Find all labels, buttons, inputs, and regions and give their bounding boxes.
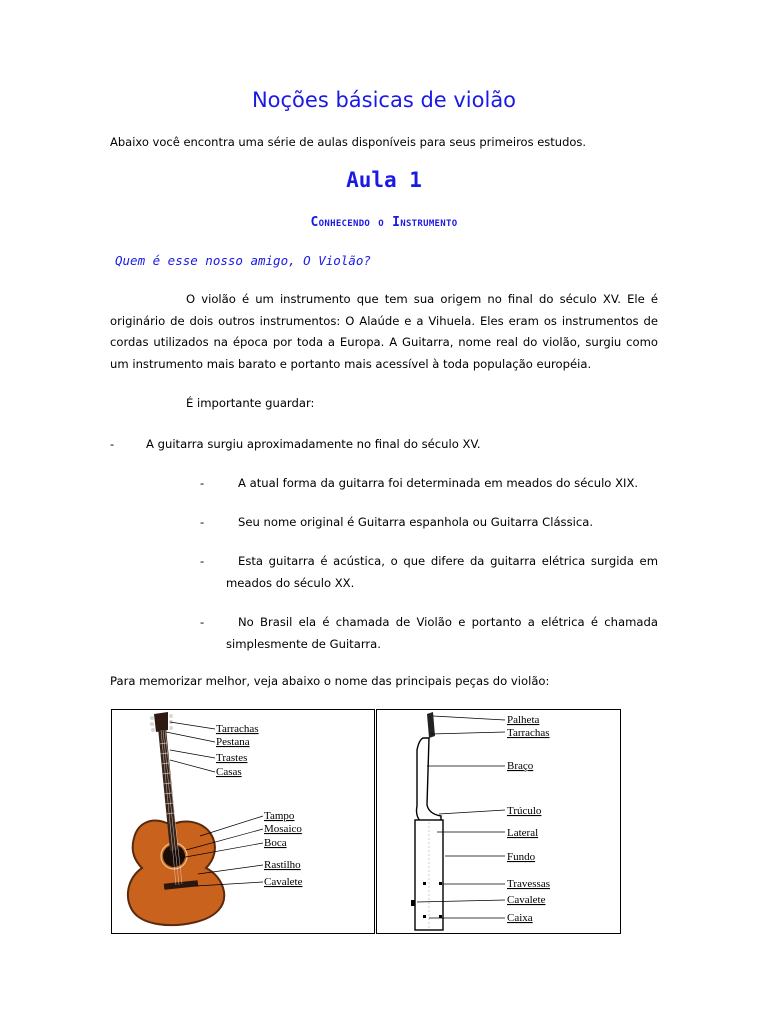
label-boca: Boca xyxy=(264,837,287,849)
label-pestana: Pestana xyxy=(216,736,250,748)
guitar-side-diagram xyxy=(376,709,621,934)
bullet-marker: - xyxy=(110,437,115,451)
label-fundo: Fundo xyxy=(507,851,536,863)
bullet-text: Esta guitarra é acústica, o que difere da guitarra elétrica surgida em meados do século XX. xyxy=(226,554,658,590)
paragraph-line: originário de dois outros instrumentos: O Alaúde e a Vihuela. Eles eram os instrumentos de xyxy=(110,313,658,328)
paragraph-line: instrumento mais barato e portanto mais acessível à toda população européia. xyxy=(132,356,592,371)
bullet-marker: - xyxy=(200,615,205,629)
label-cavalete: Cavalete xyxy=(264,876,303,888)
headstock xyxy=(154,712,168,732)
guitar-front-diagram xyxy=(111,709,375,934)
bullet-item xyxy=(200,612,658,655)
label-cavalete-side: Cavalete xyxy=(507,894,546,906)
intro-text: Abaixo você encontra uma série de aulas disponíveis para seus primeiros estudos. xyxy=(110,135,587,149)
label-palheta: Palheta xyxy=(507,714,540,726)
label-caixa: Caixa xyxy=(507,912,533,924)
intro-paragraph xyxy=(110,289,658,375)
bullet-text: A atual forma da guitarra foi determinada em meados do século XIX. xyxy=(238,476,639,490)
label-trastes: Trastes xyxy=(216,752,248,764)
bullet-item xyxy=(200,512,658,534)
paragraph-line: cordas utilizados na época por toda a Europa. A Guitarra, nome real do violão, surgiu como um xyxy=(110,335,658,371)
bullet-item xyxy=(200,473,658,495)
label-tarrachas: Tarrachas xyxy=(216,723,259,735)
bullet-text: No Brasil ela é chamada de Violão e portanto a elétrica é chamada simplesmente de Guitarra. xyxy=(226,615,658,651)
label-truculo: Trúculo xyxy=(507,805,542,817)
memorize-text: Para memorizar melhor, veja abaixo o nome das principais peças do violão: xyxy=(110,674,550,688)
bullet-marker: - xyxy=(200,554,205,568)
label-travessas: Travessas xyxy=(507,878,550,890)
section-question: Quem é esse nosso amigo, O Violão? xyxy=(115,253,371,268)
bullet-item xyxy=(200,551,658,594)
neck-profile xyxy=(417,738,442,822)
bullet-marker: - xyxy=(200,476,205,490)
label-tarrachas-side: Tarrachas xyxy=(507,727,550,739)
bullet-text: Seu nome original é Guitarra espanhola ou Guitarra Clássica. xyxy=(238,515,594,529)
label-lateral: Lateral xyxy=(507,827,539,839)
bullet-marker: - xyxy=(200,515,205,529)
lesson-heading: Aula 1 xyxy=(346,168,422,192)
label-casas: Casas xyxy=(216,766,242,778)
important-label: É importante guardar: xyxy=(186,396,315,410)
paragraph-line: O violão é um instrumento que tem sua origem no final do século XV. Ele é xyxy=(186,292,658,306)
label-rastilho: Rastilho xyxy=(264,859,301,871)
guitar-front-illustration xyxy=(112,710,374,933)
label-braco: Braço xyxy=(507,760,534,772)
label-mosaico: Mosaico xyxy=(264,823,302,835)
label-tampo: Tampo xyxy=(264,810,295,822)
guitar-side-illustration xyxy=(377,710,620,933)
bullet-text: A guitarra surgiu aproximadamente no final do século XV. xyxy=(146,437,481,451)
page-title: Noções básicas de violão xyxy=(251,88,517,112)
lesson-subtitle: Conhecendo o Instrumento xyxy=(310,215,458,230)
